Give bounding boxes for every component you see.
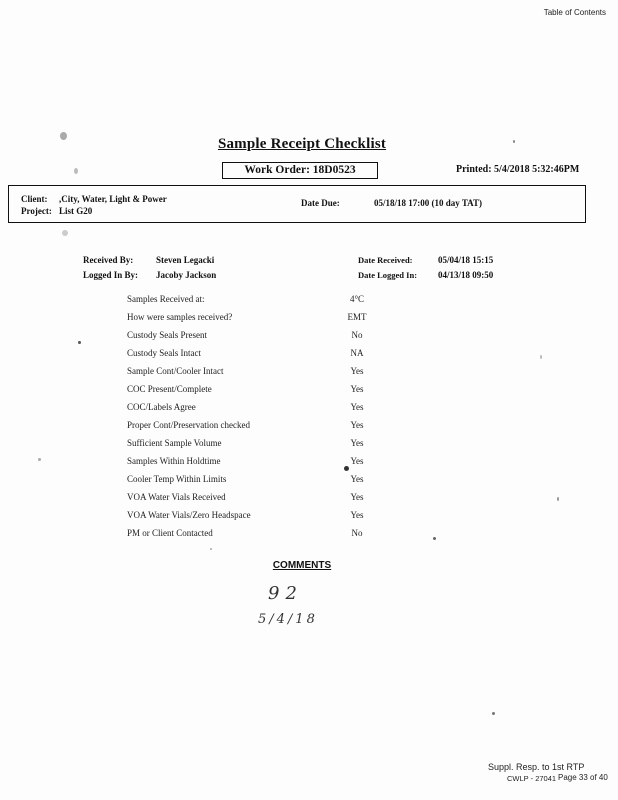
checklist-row: [127, 492, 387, 510]
checklist-value: NA: [350, 348, 364, 358]
checklist-label: Custody Seals Intact: [127, 348, 201, 358]
handwritten-initials: 92: [268, 583, 303, 604]
date-received-value: 05/04/18 15:15: [438, 255, 494, 265]
checklist-label: Custody Seals Present: [127, 330, 207, 340]
checklist-value: Yes: [350, 438, 364, 448]
date-logged-value: 04/13/18 09:50: [438, 270, 494, 280]
checklist-row: [127, 510, 387, 528]
checklist-label: VOA Water Vials Received: [127, 492, 226, 502]
checklist-label: PM or Client Contacted: [127, 528, 213, 538]
footer-line-2: CWLP - 27041: [507, 774, 557, 783]
checklist-row: [127, 366, 387, 384]
checklist-row: [127, 474, 387, 492]
scan-speck: [78, 341, 81, 344]
work-order-box: Work Order: 18D0523: [222, 162, 378, 179]
checklist-row: [127, 330, 387, 348]
checklist-label: Cooler Temp Within Limits: [127, 474, 227, 484]
checklist-label: COC/Labels Agree: [127, 402, 196, 412]
checklist-label: VOA Water Vials/Zero Headspace: [127, 510, 251, 520]
checklist-row: [127, 384, 387, 402]
date-due-label: Date Due:: [301, 198, 340, 208]
scan-speck: [62, 230, 68, 236]
checklist-row: [127, 420, 387, 438]
scan-speck: [74, 168, 78, 174]
date-logged-label: Date Logged In:: [358, 270, 418, 280]
date-due-value: 05/18/18 17:00 (10 day TAT): [374, 198, 483, 208]
checklist-label: Sample Cont/Cooler Intact: [127, 366, 224, 376]
scan-speck: [557, 497, 559, 501]
logged-in-by-label: Logged In By:: [83, 270, 139, 280]
comments-heading: COMMENTS: [272, 560, 332, 571]
checklist-label: How were samples received?: [127, 312, 233, 322]
checklist-value: No: [351, 330, 363, 340]
checklist-value: Yes: [350, 402, 364, 412]
page-title: Sample Receipt Checklist: [217, 136, 387, 152]
printed-timestamp: Printed: 5/4/2018 5:32:46PM: [456, 164, 580, 175]
page-number: Page 33 of 40: [558, 773, 608, 782]
checklist-row: [127, 294, 387, 312]
checklist-value: 4°C: [349, 294, 365, 304]
scan-speck: [433, 537, 436, 540]
scan-speck: [38, 458, 41, 461]
checklist-row: [127, 402, 387, 420]
checklist-value: Yes: [350, 366, 364, 376]
date-received-label: Date Received:: [358, 255, 413, 265]
client-label: Client:: [21, 194, 48, 204]
checklist-label: Samples Within Holdtime: [127, 456, 221, 466]
scan-speck: [492, 712, 495, 715]
project-value: List G20: [59, 206, 93, 216]
checklist-value: Yes: [350, 474, 364, 484]
checklist-label: COC Present/Complete: [127, 384, 212, 394]
scan-speck: [210, 548, 212, 550]
client-info-box: [8, 185, 586, 223]
checklist-row: [127, 312, 387, 330]
received-by-label: Received By:: [83, 255, 134, 265]
checklist-row: [127, 528, 387, 546]
client-value: ,City, Water, Light & Power: [59, 194, 167, 204]
checklist-label: Proper Cont/Preservation checked: [127, 420, 250, 430]
checklist-label: Sufficient Sample Volume: [127, 438, 222, 448]
checklist-value: No: [351, 528, 363, 538]
checklist: [127, 294, 387, 546]
checklist-row: [127, 438, 387, 456]
checklist-row: [127, 456, 387, 474]
received-by-value: Steven Legacki: [156, 255, 215, 265]
checklist-row: [127, 348, 387, 366]
project-label: Project:: [21, 206, 52, 216]
checklist-value: Yes: [350, 510, 364, 520]
handwritten-date: 5/4/18: [258, 612, 318, 627]
checklist-value: Yes: [350, 492, 364, 502]
footer-line-1: Suppl. Resp. to 1st RTP: [488, 762, 585, 772]
logged-in-by-value: Jacoby Jackson: [156, 270, 217, 280]
checklist-value: Yes: [350, 456, 364, 466]
checklist-value: EMT: [347, 312, 367, 322]
checklist-value: Yes: [350, 420, 364, 430]
table-of-contents-link[interactable]: Table of Contents: [543, 8, 606, 17]
checklist-label: Samples Received at:: [127, 294, 205, 304]
scan-speck: [540, 355, 542, 359]
checklist-value: Yes: [350, 384, 364, 394]
